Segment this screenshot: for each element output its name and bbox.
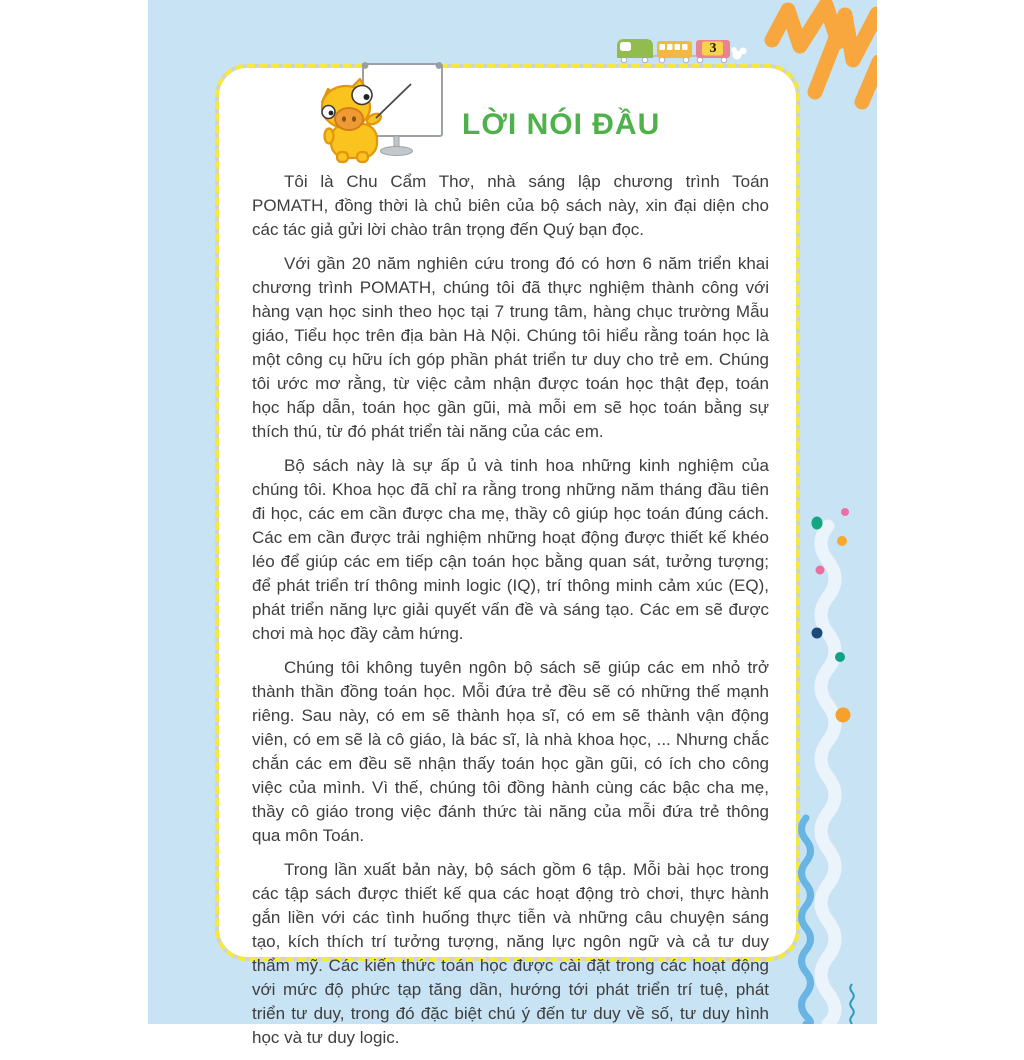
page-title: LỜI NÓI ĐẦU (462, 108, 661, 141)
pig-teacher-illustration (310, 58, 465, 166)
wavy-line-teal (850, 984, 854, 1024)
smoke-puff-icon (731, 47, 746, 59)
preface-paragraph: Tôi là Chu Cẩm Thơ, nhà sáng lập chương trình Toán POMATH, đồng thời là chủ biên của bộ sách này, xin đại diện cho các tác giả gửi lời chào trân trọng đến Quý bạn đọc. (252, 172, 769, 239)
preface-paragraph: Chúng tôi không tuyên ngôn bộ sách sẽ giúp các em nhỏ trở thành thần đồng toán học. Mỗi đứa trẻ đều sẽ có những thế mạnh riêng. Sau này, có em sẽ thành họa sĩ, có em sẽ thành vận động viên, có em sẽ là cô giáo, là bác sĩ, là nhà khoa học, ... Nhưng chắc chắn các em đều sẽ nhận thấy toán học gần gũi, có ích cho công việc của mình. Vì thế, chúng tôi đồng hành cùng các bậc cha mẹ, thầy cô giáo trong việc đánh thức tài năng của mỗi đứa trẻ thông qua môn Toán. (252, 658, 769, 845)
preface-paragraph: Bộ sách này là sự ấp ủ và tinh hoa những kinh nghiệm của chúng tôi. Khoa học đã chỉ ra rằng trong những năm tháng đầu tiên đi học, các em cần được cha mẹ, thầy cô giúp học toán đúng cách. Các em cần được trải nghiệm những hoạt động được thiết kế khéo léo để giúp các em tiếp cận toán học bằng quan sát, tưởng tượng; để phát triển trí thông minh logic (IQ), trí thông minh cảm xúc (EQ), phát triển năng lực giải quyết vấn đề và sáng tạo. Các em sẽ được chơi mà học đầy cảm hứng. (252, 456, 769, 643)
preface-paragraph: Với gần 20 năm nghiên cứu trong đó có hơn 6 năm triển khai chương trình POMATH, chúng tôi đã thực nghiệm thành công với hàng vạn học sinh theo học tại 7 trung tâm, hàng chục trường Mẫu giáo, Tiểu học trên địa bàn Hà Nội. Chúng tôi hiểu rằng toán học là một công cụ hữu ích góp phần phát triển tư duy cho trẻ em. Chúng tôi ước mơ rằng, từ việc cảm nhận được toán học thật đẹp, toán học hấp dẫn, toán học gần gũi, mà mỗi em sẽ học toán bằng sự thích thú, từ đó phát triển tài năng của các em. (252, 254, 769, 441)
train-icon (610, 33, 755, 66)
right-side-decoration (790, 498, 877, 1024)
page-number-badge: 3 (709, 41, 717, 56)
preface-paragraph: Trong lần xuất bản này, bộ sách gồm 6 tập. Mỗi bài học trong các tập sách được thiết kế qua các hoạt động trò chơi, thực hành gắn liền với các tình huống thực tiễn và những câu chuyện sáng tạo, kích thích trí tưởng tượng, năng lực ngôn ngữ và cả tư duy thẩm mỹ. Các kiến thức toán học được cài đặt trong các hoạt động với mức độ phức tạp tăng dần, hướng tới phát triển trí tuệ, phát triển tư duy, trong đó đặc biệt chú ý đến tư duy về số, tư duy hình học và tư duy logic. (252, 860, 769, 1047)
preface-text (252, 170, 769, 1060)
wavy-line-white (821, 526, 835, 1024)
wavy-line-blue (802, 818, 811, 1024)
